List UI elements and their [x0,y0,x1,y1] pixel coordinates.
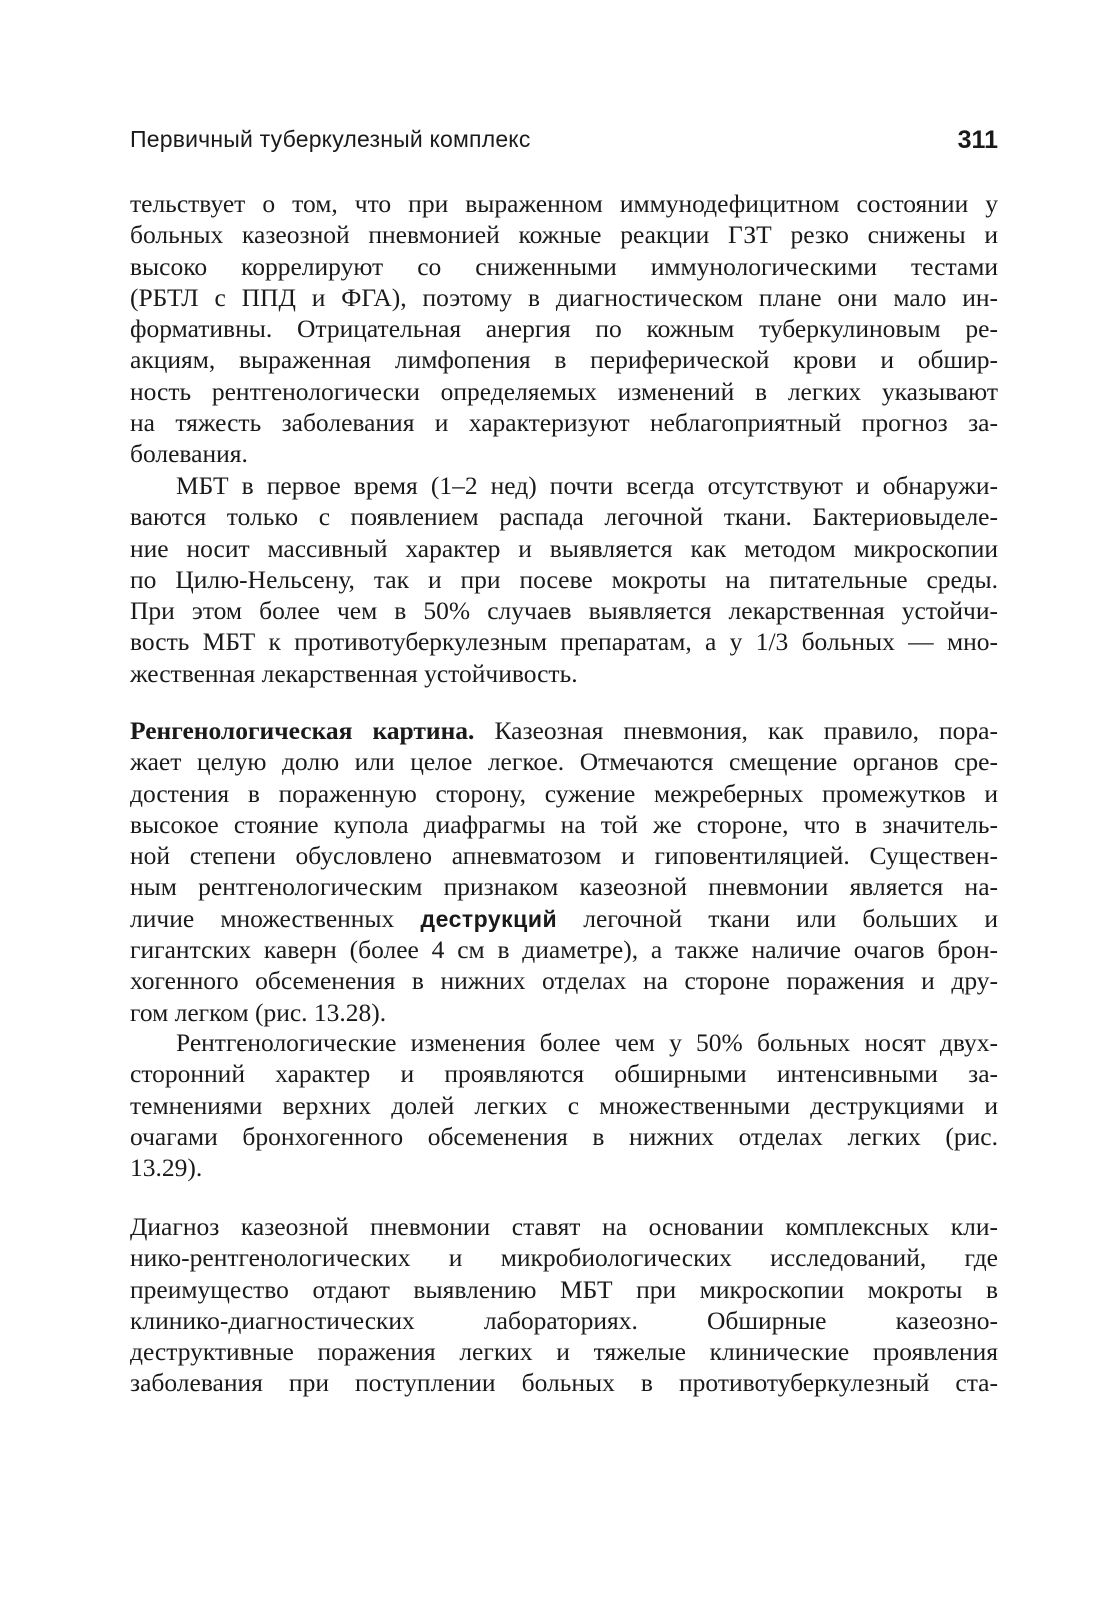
text-line: 13.29). [130,1153,203,1183]
paragraph-3 [130,715,998,1028]
text-line: на тяжесть заболевания и характеризуют неблагоприятный прогноз за- [130,408,998,438]
text-line: сторонний характер и проявляются обширными интенсивными за- [130,1059,998,1089]
text-line: темнениями верхних долей легких с множественными деструкциями и [130,1090,998,1120]
running-head [130,126,998,160]
text-line: достения в пораженную сторону, сужение межреберных промежутков и [130,778,998,808]
text-line [130,903,998,934]
text-line: деструктивные поражения легких и тяжелые клинические проявления [130,1337,998,1367]
text-line: хогенного обсеменения в нижних отделах на стороне поражения и дру- [130,966,998,996]
running-title: Первичный туберкулезный комплекс [130,126,531,152]
text-line: При этом более чем в 50% случаев выявляется лекарственная устойчи- [130,596,998,626]
text-line [130,715,998,746]
text-fragment: легочной ткани или больших и [557,903,998,933]
text-line: ние носит массивный характер и выявляется как методом микроскопии [130,533,998,563]
text-line: ной степени обусловлено апневматозом и гиповентиляцией. Существен- [130,841,998,871]
text-line: Рентгенологические изменения более чем у 50% больных носят двух- [176,1028,998,1057]
text-line: высоко коррелируют со сниженными иммунологическими тестами [130,251,998,281]
text-line: ваются только с появлением распада легочной ткани. Бактериовыделе- [130,502,998,532]
text-line: болевания. [130,439,248,469]
text-fragment: Казеозная пневмония, как правило, пора- [474,716,998,745]
text-line: вость МБТ к противотуберкулезным препаратам, а у 1/3 больных — мно- [130,627,998,657]
page-number: 311 [957,126,998,154]
text-line: жает целую долю или целое легкое. Отмечаются смещение органов сре- [130,747,998,777]
paragraph-1 [130,188,998,470]
text-line: МБТ в первое время (1–2 нед) почти всегда отсутствуют и обнаружи- [176,471,998,500]
text-line: нико-рентгенологических и микробиологических исследований, где [130,1243,998,1273]
emphasized-term: деструкций [420,905,558,932]
text-line: Диагноз казеозной пневмонии ставят на основании комплексных кли- [130,1212,998,1241]
paragraph-2 [130,470,998,689]
text-line: гом легком (рис. 13.28). [130,997,387,1027]
section-run-in-heading: Ренгенологическая картина. [130,716,475,745]
text-line: тельствует о том, что при выраженном иммунодефицитном состоянии у [130,189,998,218]
text-line: клинико-диагностических лабораториях. Обширные казеозно- [130,1305,998,1335]
text-line: по Цилю-Нельсену, так и при посеве мокроты на питательные среды. [130,564,998,594]
text-line: преимущество отдают выявлению МБТ при микроскопии мокроты в [130,1274,998,1304]
text-line: высокое стояние купола диафрагмы на той же стороне, что в значитель- [130,809,998,839]
text-line: гигантских каверн (более 4 см в диаметре), а также наличие очагов брон- [130,935,998,965]
text-line: ность рентгенологически определяемых изменений в легких указывают [130,376,998,406]
text-line: (РБТЛ с ППД и ФГА), поэтому в диагностическом плане они мало ин- [130,282,998,312]
text-fragment: личие множественных [130,903,421,933]
text-line: формативны. Отрицательная анергия по кожным туберкулиновым ре- [130,314,998,344]
text-line: жественная лекарственная устойчивость. [130,658,578,688]
text-line: заболевания при поступлении больных в противотуберкулезный ста- [130,1368,998,1398]
text-line: акциям, выраженная лимфопения в периферической крови и обшир- [130,345,998,375]
paragraph-5 [130,1211,998,1399]
paragraph-4 [130,1027,998,1183]
text-line: ным рентгенологическим признаком казеозной пневмонии является на- [130,872,998,902]
text-line: очагами бронхогенного обсеменения в нижних отделах легких (рис. [130,1121,998,1151]
text-line: больных казеозной пневмонией кожные реакции ГЗТ резко снижены и [130,220,998,250]
